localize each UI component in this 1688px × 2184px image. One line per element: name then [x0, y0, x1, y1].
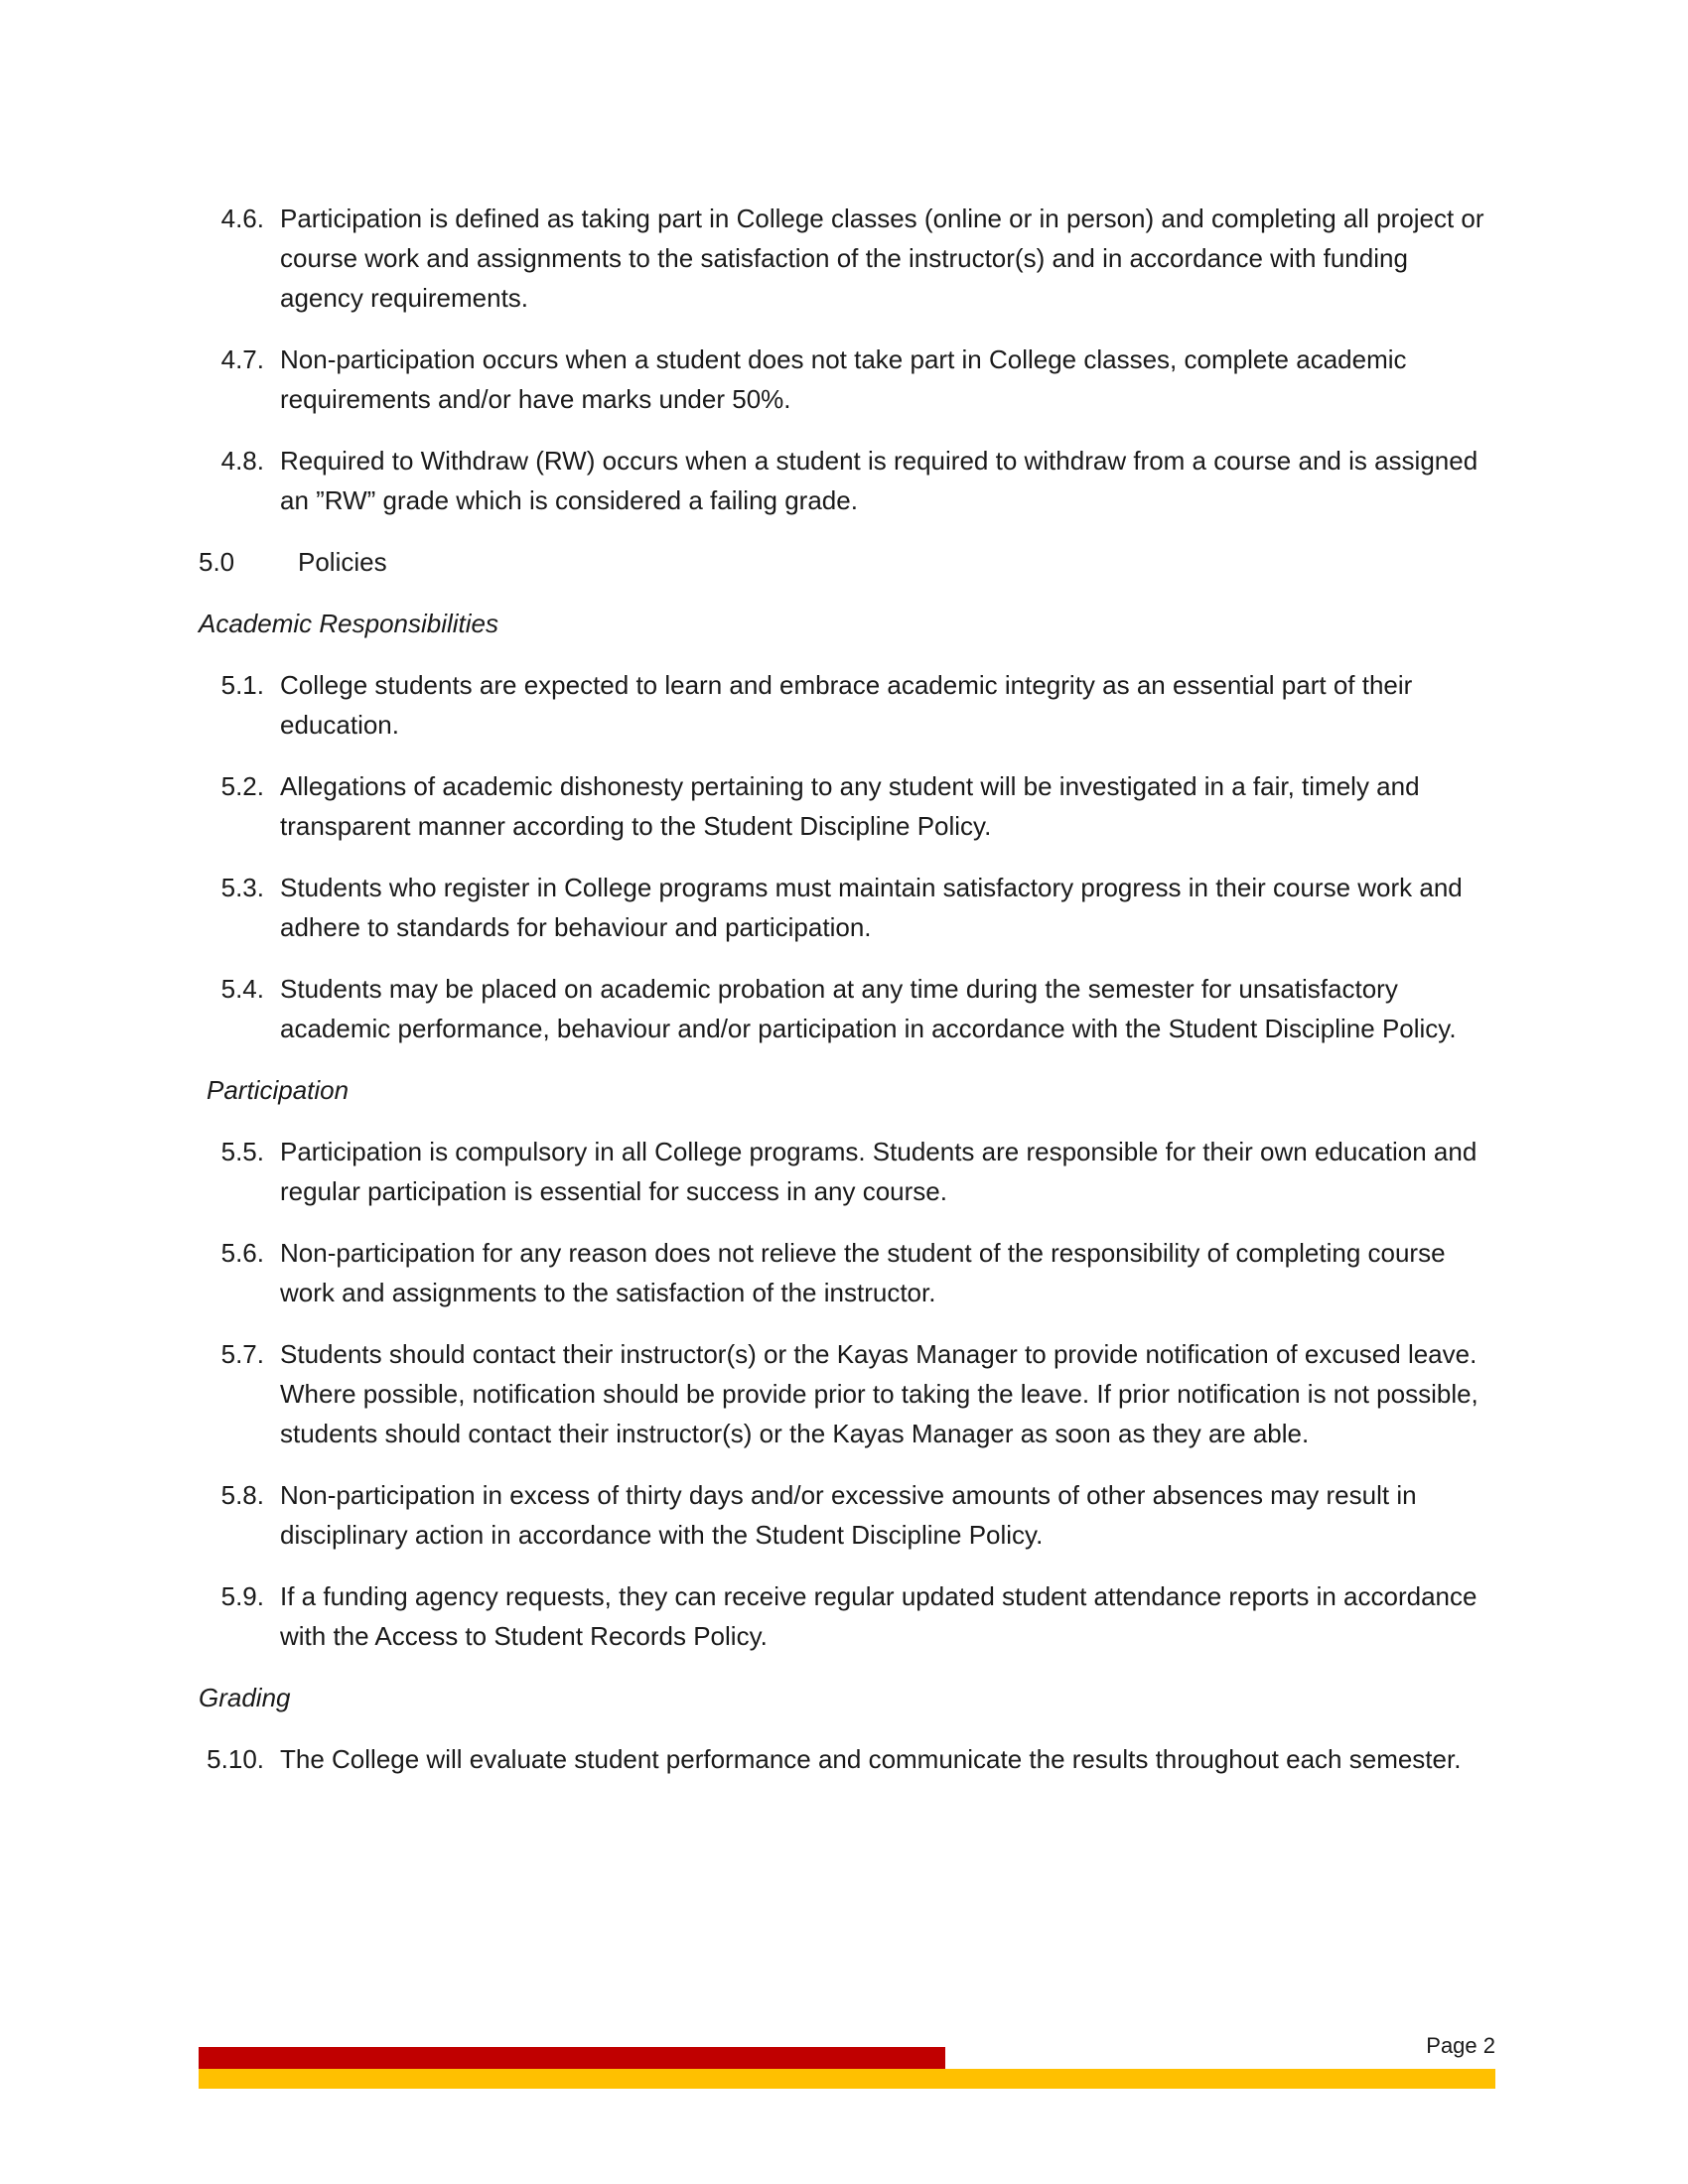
item-text: Non-participation for any reason does not relieve the student of the responsibility of completing course work and assignments to the satisfaction of the instructor.	[280, 1238, 1446, 1307]
item-text: The College will evaluate student performance and communicate the results throughout each semester.	[280, 1744, 1462, 1774]
list-item	[199, 766, 1489, 846]
list-item	[199, 441, 1489, 520]
subheading-academic: Academic Responsibilities	[199, 609, 499, 638]
item-number: 5.10.	[207, 1744, 264, 1774]
footer-bar-yellow	[199, 2069, 1495, 2089]
item-number: 5.8.	[220, 1480, 264, 1510]
item-number: 5.5.	[220, 1137, 264, 1166]
item-number: 5.9.	[220, 1581, 264, 1611]
item-number: 4.6.	[220, 204, 264, 233]
subheading-participation: Participation	[207, 1075, 350, 1105]
item-text: Non-participation occurs when a student does not take part in College classes, complete academic requirements and/or have marks under 50%.	[280, 344, 1407, 414]
item-text: Participation is defined as taking part in College classes (online or in person) and completing all project or course work and assignments to the satisfaction of the instructor(s) and in accordance with funding agency requirements.	[280, 204, 1484, 313]
item-text: Students may be placed on academic probation at any time during the semester for unsatisfactory academic performance, behaviour and/or participation in accordance with the Student Discipline Policy.	[280, 974, 1457, 1043]
item-text: College students are expected to learn and embrace academic integrity as an essential part of their education.	[280, 670, 1413, 740]
list-item	[199, 969, 1489, 1048]
list-item	[199, 1334, 1489, 1453]
subheading-grading: Grading	[199, 1683, 291, 1712]
item-text: Participation is compulsory in all College programs. Students are responsible for their own education and regular participation is essential for success in any course.	[280, 1137, 1477, 1206]
footer-bar-red	[199, 2047, 945, 2069]
list-item	[199, 1739, 1489, 1779]
list-item	[199, 868, 1489, 947]
list-item	[199, 1576, 1489, 1656]
list-item	[199, 199, 1489, 318]
list-item	[199, 340, 1489, 419]
document-body	[199, 199, 1489, 1801]
item-number: 5.7.	[220, 1339, 264, 1369]
item-number: 5.2.	[220, 771, 264, 801]
list-item	[199, 665, 1489, 745]
item-number: 5.1.	[220, 670, 264, 700]
section-number: 5.0	[199, 547, 235, 577]
item-number: 5.4.	[220, 974, 264, 1004]
list-item	[199, 1233, 1489, 1312]
section-heading	[199, 542, 1489, 582]
item-number: 5.3.	[220, 873, 264, 902]
item-number: 4.8.	[220, 446, 264, 476]
item-number: 5.6.	[220, 1238, 264, 1268]
page-number: Page 2	[1426, 2033, 1495, 2058]
section-title: Policies	[298, 547, 387, 577]
item-text: Allegations of academic dishonesty pertaining to any student will be investigated in a fair, timely and transparent manner according to the Student Discipline Policy.	[280, 771, 1420, 841]
list-item	[199, 1132, 1489, 1211]
item-text: Non-participation in excess of thirty days and/or excessive amounts of other absences may result in disciplinary action in accordance with the Student Discipline Policy.	[280, 1480, 1417, 1550]
item-text: Required to Withdraw (RW) occurs when a student is required to withdraw from a course and is assigned an ”RW” grade which is considered a failing grade.	[280, 446, 1478, 515]
item-text: Students who register in College programs must maintain satisfactory progress in their course work and adhere to standards for behaviour and participation.	[280, 873, 1463, 942]
list-item	[199, 1475, 1489, 1555]
item-number: 4.7.	[220, 344, 264, 374]
item-text: Students should contact their instructor(s) or the Kayas Manager to provide notification of excused leave. Where possible, notification should be provide prior to taking the leave. If prior notification is not possible, students should contact their instructor(s) or the Kayas Manager as soon as they are able.	[280, 1339, 1478, 1448]
item-text: If a funding agency requests, they can receive regular updated student attendance reports in accordance with the Access to Student Records Policy.	[280, 1581, 1477, 1651]
